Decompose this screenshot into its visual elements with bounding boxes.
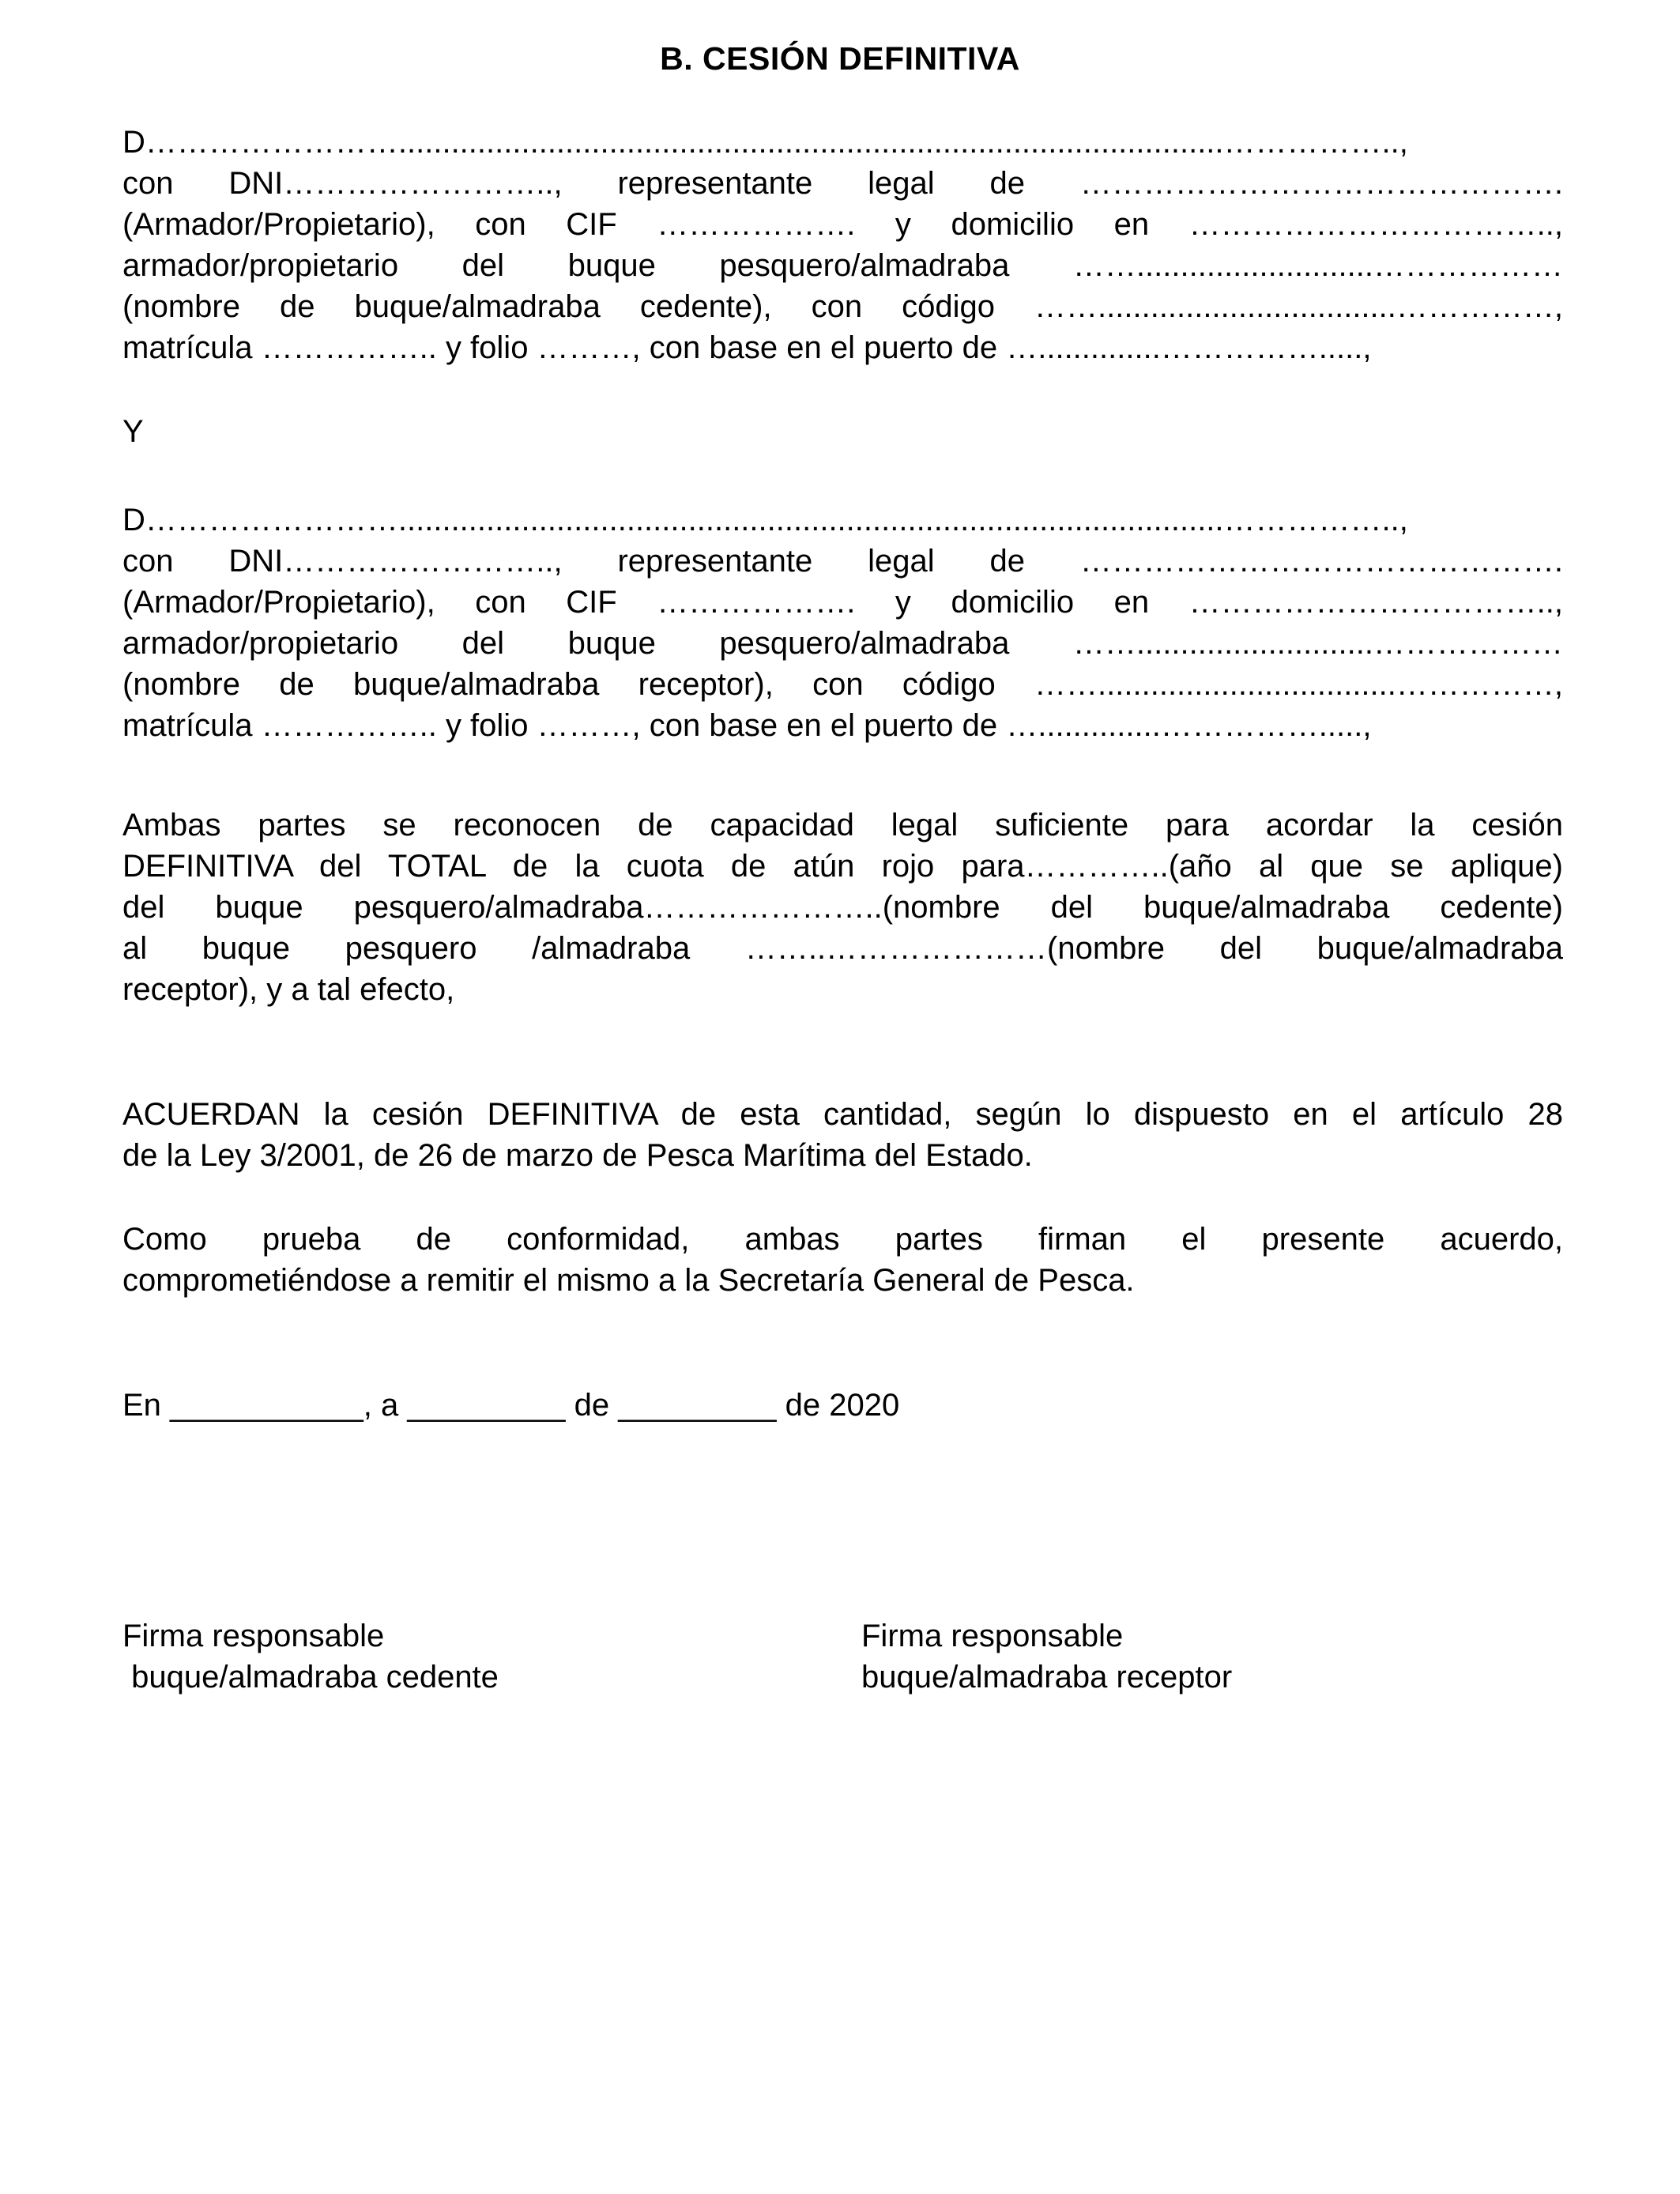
ambas-partes-line-4: al buque pesquero /almadraba ……..…………………(nombre del buque/almadraba bbox=[122, 931, 1563, 966]
cedente-line-6: matrícula …………….. y folio ………, con base en el puerto de …..............……………....., bbox=[122, 330, 1372, 365]
fecha-line: En ___________, a _________ de _________ de 2020 bbox=[122, 1388, 900, 1423]
signature-right-role: buque/almadraba receptor bbox=[861, 1660, 1233, 1695]
cedente-line-5: (nombre de buque/almadraba cedente), con código ……..................................……………, bbox=[122, 289, 1563, 324]
ambas-partes-line-2: DEFINITIVA del TOTAL de la cuota de atún rojo para…………..(año al que se aplique) bbox=[122, 849, 1563, 884]
signature-right-label: Firma responsable bbox=[861, 1619, 1124, 1653]
signature-left-label: Firma responsable bbox=[122, 1619, 385, 1653]
receptor-line-6: matrícula …………….. y folio ………, con base en el puerto de …..............……………....., bbox=[122, 708, 1372, 743]
ambas-partes-line-5: receptor), y a tal efecto, bbox=[122, 972, 455, 1007]
receptor-line-2: con DNI…………………….., representante legal de ………………………………………. bbox=[122, 544, 1563, 579]
cedente-line-3: (Armador/Propietario), con CIF ………………. y domicilio en …………………………….., bbox=[122, 207, 1563, 242]
receptor-line-4: armador/propietario del buque pesquero/almadraba ……...........................……………… bbox=[122, 626, 1563, 661]
receptor-line-5: (nombre de buque/almadraba receptor), con código ……..................................……………, bbox=[122, 667, 1563, 702]
cedente-line-1: D……………………..............................................................................................…………….., bbox=[122, 125, 1408, 160]
conformidad-line-1: Como prueba de conformidad, ambas partes firman el presente acuerdo, bbox=[122, 1222, 1563, 1257]
cedente-line-2: con DNI…………………….., representante legal de ………………………………………. bbox=[122, 166, 1563, 201]
receptor-line-3: (Armador/Propietario), con CIF ………………. y domicilio en …………………………….., bbox=[122, 585, 1563, 620]
document-title: B. CESIÓN DEFINITIVA bbox=[660, 40, 1020, 77]
conformidad-line-2: comprometiéndose a remitir el mismo a la Secretaría General de Pesca. bbox=[122, 1263, 1135, 1298]
acuerdan-line-1: ACUERDAN la cesión DEFINITIVA de esta cantidad, según lo dispuesto en el artículo 28 bbox=[122, 1097, 1563, 1132]
signature-left-role: buque/almadraba cedente bbox=[122, 1660, 499, 1695]
ambas-partes-line-3: del buque pesquero/almadraba…………………..(nombre del buque/almadraba cedente) bbox=[122, 890, 1563, 925]
receptor-line-1: D……………………..............................................................................................…………….., bbox=[122, 503, 1408, 537]
cedente-line-4: armador/propietario del buque pesquero/almadraba ……...........................……………… bbox=[122, 248, 1563, 283]
y-separator: Y bbox=[122, 414, 144, 449]
acuerdan-line-2: de la Ley 3/2001, de 26 de marzo de Pesca Marítima del Estado. bbox=[122, 1138, 1033, 1173]
ambas-partes-line-1: Ambas partes se reconocen de capacidad legal suficiente para acordar la cesión bbox=[122, 808, 1563, 843]
